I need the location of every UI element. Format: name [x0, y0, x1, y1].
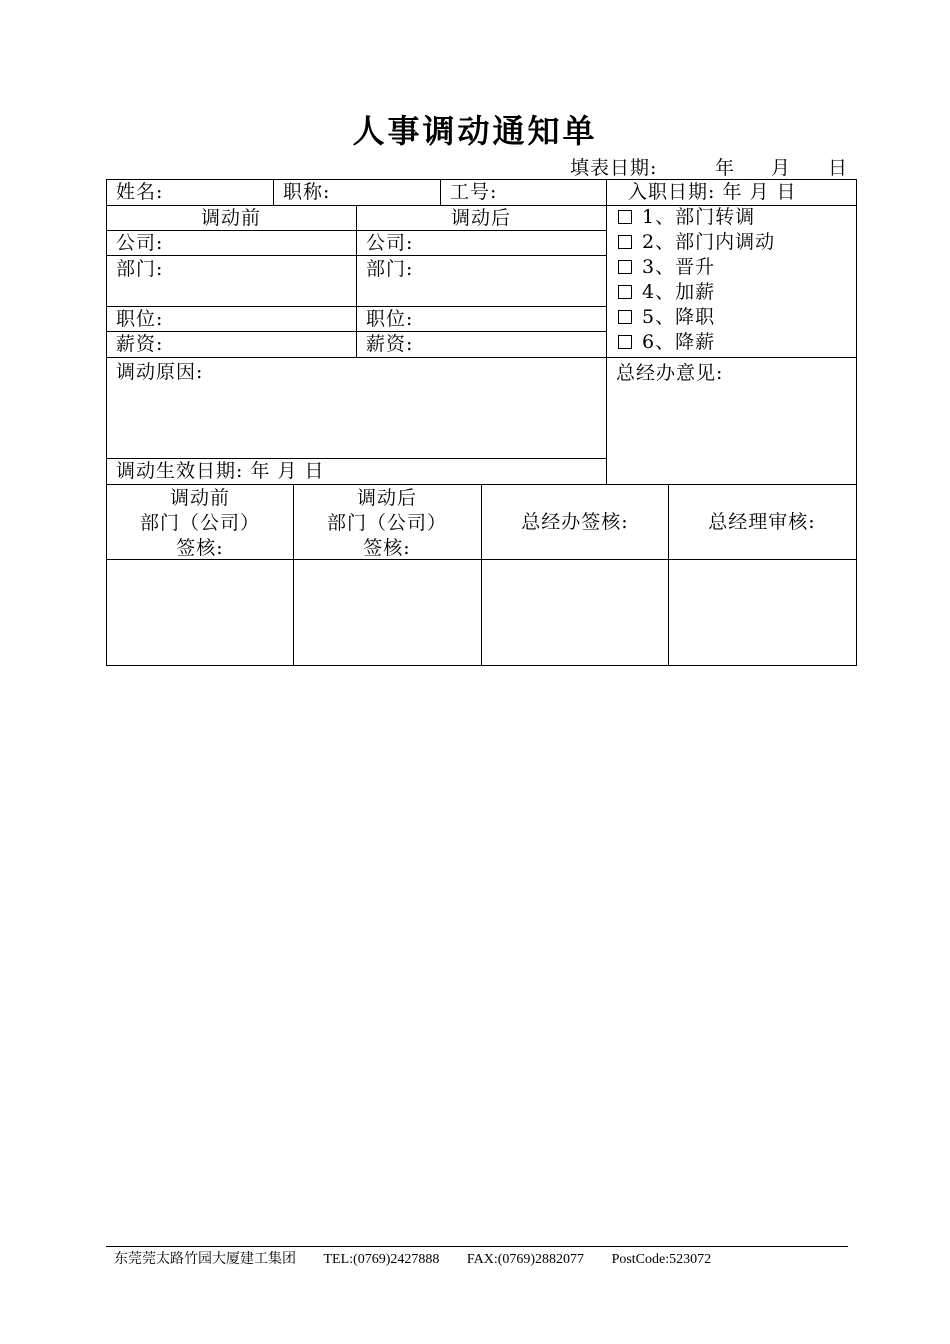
fill-date — [560, 153, 850, 179]
option-3[interactable]: 3、晋升 — [618, 255, 715, 279]
before-company-label: 公司: — [116, 232, 164, 254]
footer-address: 东莞莞太路竹园大厦建工集团 — [114, 1252, 296, 1267]
employee-no-label: 工号: — [450, 181, 498, 203]
checkbox-icon[interactable] — [618, 235, 632, 249]
fill-date-day: 日 — [828, 157, 849, 179]
option-1[interactable]: 1、部门转调 — [618, 205, 755, 229]
before-department-label: 部门: — [116, 258, 164, 280]
option-5[interactable]: 5、降职 — [618, 305, 715, 329]
option-4[interactable]: 4、加薪 — [618, 280, 715, 304]
before-job-label: 职位: — [116, 308, 164, 330]
checkbox-icon[interactable] — [618, 310, 632, 324]
gm-review: 总经理审核: — [708, 511, 816, 533]
footer-tel: TEL:(0769)2427888 — [323, 1252, 440, 1267]
after-salary-label: 薪资: — [366, 333, 414, 355]
checkbox-icon[interactable] — [618, 260, 632, 274]
after-dept-sign: 调动后 部门（公司） 签核: — [326, 487, 447, 559]
before-header: 调动前 — [200, 207, 261, 229]
checkbox-icon[interactable] — [618, 210, 632, 224]
fill-date-year: 年 — [715, 157, 736, 179]
footer — [114, 1248, 735, 1268]
fill-date-month: 月 — [771, 157, 792, 179]
effective-date-label: 调动生效日期: 年 月 日 — [116, 460, 325, 482]
before-salary-label: 薪资: — [116, 333, 164, 355]
gm-office-opinion-label: 总经办意见: — [616, 362, 724, 384]
gm-office-sign: 总经办签核: — [521, 511, 629, 533]
option-6[interactable]: 6、降薪 — [618, 330, 715, 354]
before-dept-sign: 调动前 部门（公司） 签核: — [139, 487, 260, 559]
checkbox-icon[interactable] — [618, 335, 632, 349]
reason-label: 调动原因: — [116, 361, 204, 383]
join-date-label: 入职日期: 年 月 日 — [628, 181, 797, 203]
fill-date-label: 填表日期: — [570, 157, 658, 179]
form-title: 人事调动通知单 — [352, 112, 598, 150]
option-2[interactable]: 2、部门内调动 — [618, 230, 775, 254]
footer-divider — [106, 1246, 848, 1247]
after-header: 调动后 — [450, 207, 511, 229]
after-department-label: 部门: — [366, 258, 414, 280]
footer-fax: FAX:(0769)2882077 — [466, 1252, 585, 1267]
after-job-label: 职位: — [366, 308, 414, 330]
after-company-label: 公司: — [366, 232, 414, 254]
title-label: 职称: — [283, 181, 331, 203]
footer-postcode: PostCode:523072 — [611, 1252, 712, 1267]
checkbox-icon[interactable] — [618, 285, 632, 299]
name-label: 姓名: — [116, 181, 164, 203]
